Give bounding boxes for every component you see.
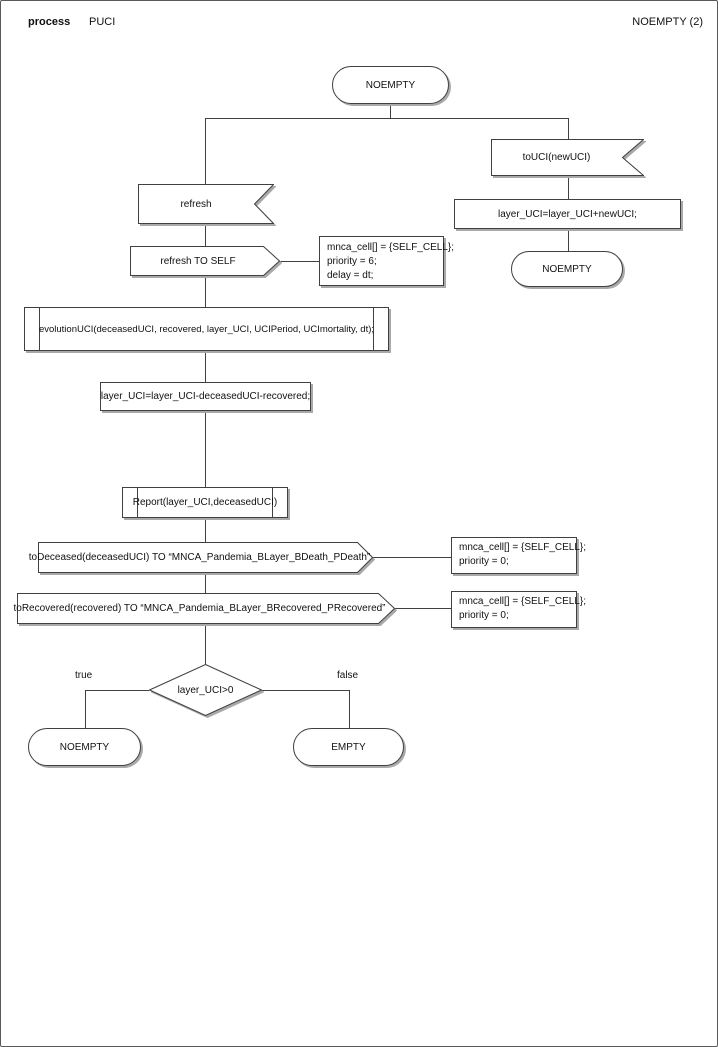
comment-line: priority = 6; (327, 256, 377, 267)
state-noempty-end[interactable] (28, 728, 141, 766)
task-label: layer_UCI=layer_UCI+newUCI; (498, 208, 637, 220)
decision-layer-uci[interactable] (149, 664, 262, 716)
connector-line (568, 118, 569, 139)
connector-line-false-branch (262, 690, 349, 691)
state-label: NOEMPTY (59, 741, 110, 753)
output-signal-label: toRecovered(recovered) TO “MNCA_Pandemia_BLayer_BRecovered_PRecovered” (13, 603, 386, 614)
procedure-call-evolutionuci[interactable] (24, 307, 389, 351)
connector-line (205, 118, 206, 184)
procedure-call-label: evolutionUCI(deceasedUCI, recovered, layer_UCI, UCIPeriod, UCImortality, dt); (38, 323, 375, 335)
comment-deceased-params[interactable] (451, 537, 587, 574)
connector-line (205, 224, 206, 246)
comment-line: mnca_cell[] = {SELF_CELL}; (459, 596, 587, 607)
page-reference-label: NOEMPTY (2) (632, 16, 703, 28)
input-signal-touci[interactable] (491, 139, 644, 176)
output-signal-todeceased[interactable] (28, 542, 373, 573)
connector-line (205, 411, 206, 487)
output-signal-label: refresh TO SELF (160, 255, 236, 267)
output-signal-refresh-to-self[interactable] (130, 246, 280, 276)
input-signal-refresh[interactable] (138, 184, 274, 224)
connector-line (205, 351, 206, 382)
decision-label: layer_UCI>0 (177, 684, 234, 696)
branch-label-false: false (337, 670, 359, 681)
connector-line (568, 176, 569, 199)
connector-line (205, 276, 206, 307)
connector-line (205, 573, 206, 593)
connector-line (568, 229, 569, 251)
task-update-layer-uci[interactable] (100, 382, 311, 411)
state-empty-end[interactable] (293, 728, 404, 766)
output-signal-torecovered[interactable] (13, 593, 395, 624)
state-noempty-start[interactable] (332, 66, 449, 104)
state-label: EMPTY (331, 741, 366, 753)
comment-connector-line (373, 557, 451, 558)
connector-line (390, 104, 391, 118)
comment-connector-line (280, 261, 319, 262)
comment-line: mnca_cell[] = {SELF_CELL}; (327, 242, 455, 253)
branch-label-true: true (75, 670, 93, 681)
state-noempty-right[interactable] (511, 251, 623, 287)
comment-line: mnca_cell[] = {SELF_CELL}; (459, 542, 587, 553)
procedure-call-label: Report(layer_UCI,deceasedUCI) (132, 497, 278, 508)
comment-connector-line (395, 608, 451, 609)
connector-line (205, 624, 206, 664)
connector-line-false-branch (349, 690, 350, 728)
process-name: PUCI (89, 16, 116, 28)
input-signal-label: toUCI(newUCI) (522, 152, 591, 163)
state-label: NOEMPTY (542, 263, 592, 275)
connector-line-true-branch (85, 690, 149, 691)
procedure-call-report[interactable] (122, 487, 288, 518)
task-label: layer_UCI=layer_UCI-deceasedUCI-recovered; (100, 391, 311, 402)
comment-recovered-params[interactable] (451, 591, 587, 628)
input-signal-label: refresh (180, 198, 212, 210)
process-kind-label: process (28, 16, 71, 28)
comment-line: priority = 0; (459, 556, 509, 567)
state-label: NOEMPTY (365, 79, 416, 91)
comment-refresh-params[interactable] (319, 236, 455, 286)
comment-line: priority = 0; (459, 610, 509, 621)
connector-line-true-branch (85, 690, 86, 728)
comment-line: delay = dt; (327, 270, 374, 281)
output-signal-label: toDeceased(deceasedUCI) TO “MNCA_Pandemia_BLayer_BDeath_PDeath” (28, 552, 371, 563)
connector-line (205, 118, 569, 119)
task-add-newuci[interactable] (454, 199, 681, 229)
connector-line (205, 518, 206, 542)
